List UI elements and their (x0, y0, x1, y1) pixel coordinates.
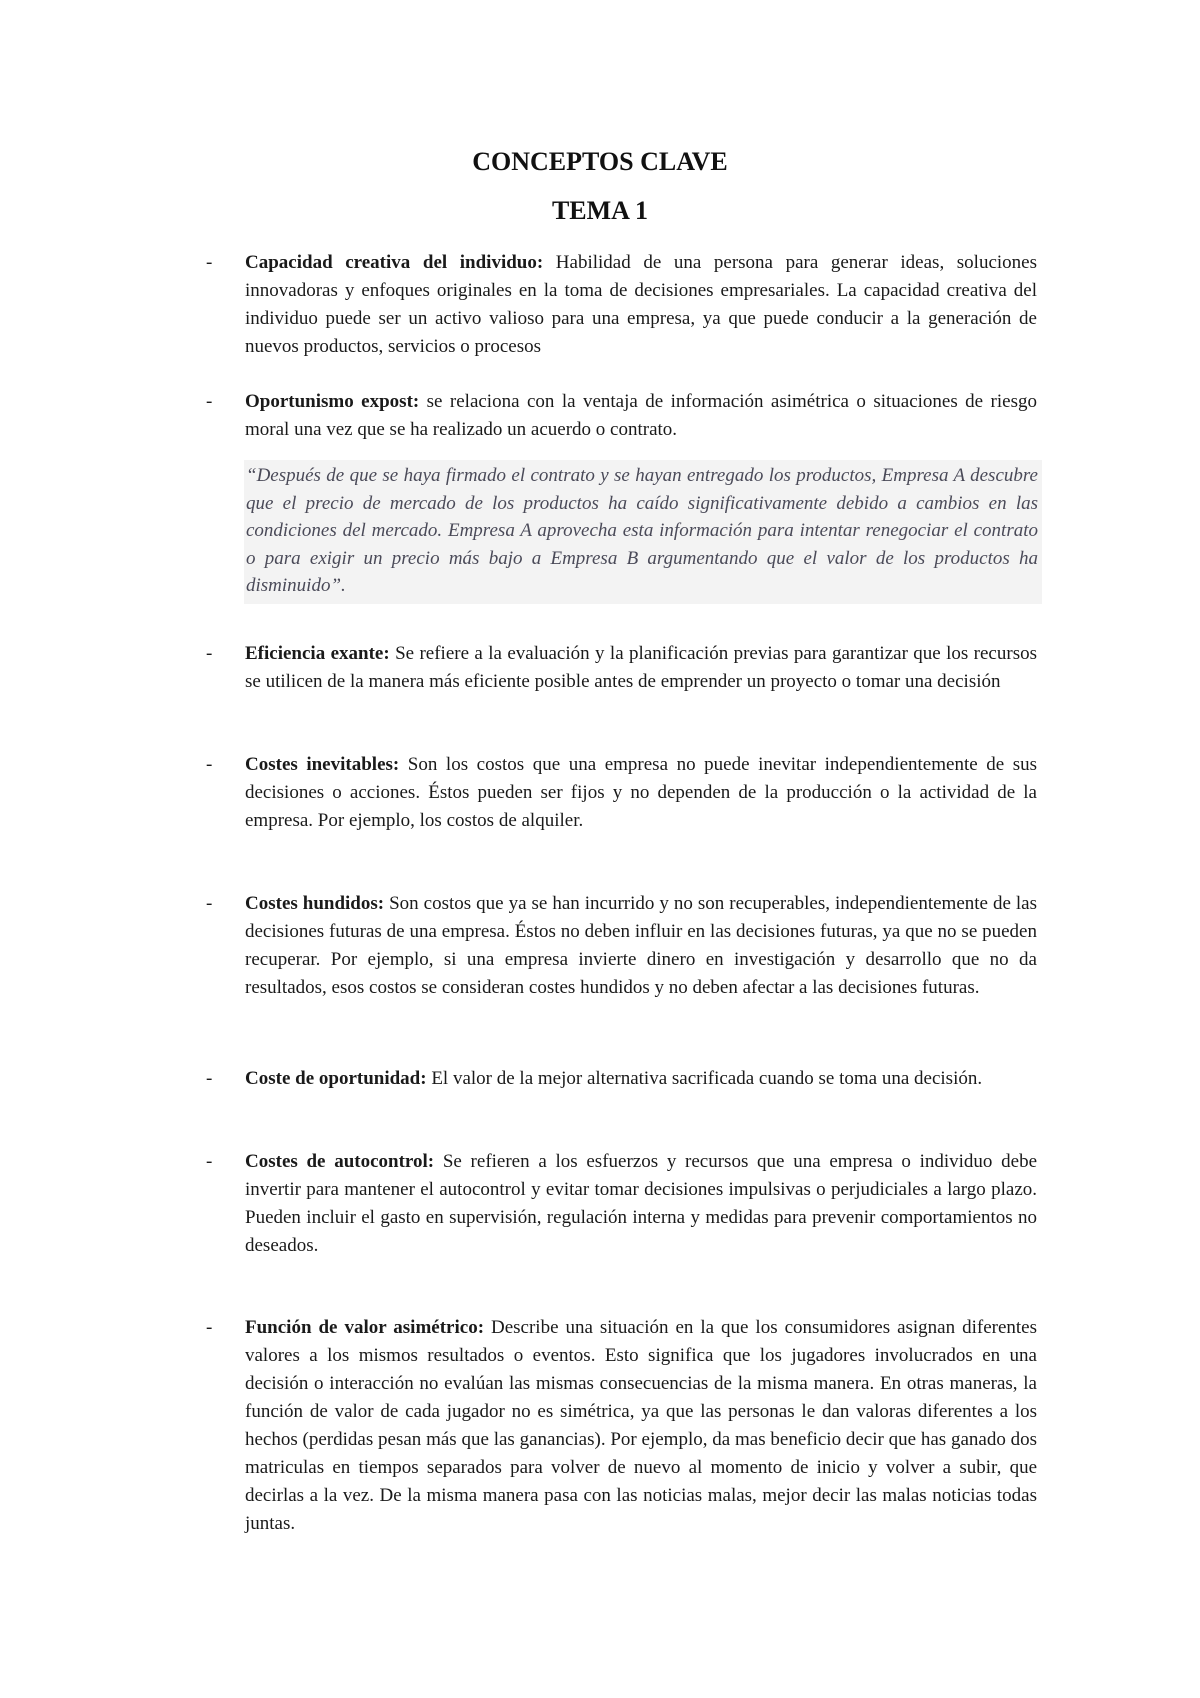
bullet-dash: - (206, 391, 213, 412)
term-definition: Son los costos que una empresa no puede inevitar independientemente de sus decisiones o acciones. Éstos pueden ser fijos y no dependen de la producción o la actividad de la empresa. Por ejemplo, los costos de alquiler. (245, 754, 1037, 831)
bullet-dash: - (206, 643, 213, 664)
term-label: Costes de autocontrol: (245, 1151, 435, 1172)
page-subtitle: TEMA 1 (551, 196, 649, 225)
list-item-text (245, 1065, 1037, 1093)
term-label: Coste de oportunidad: (245, 1068, 427, 1089)
term-definition: Habilidad de una persona para generar ideas, soluciones innovadoras y enfoques originales en la toma de decisiones empresariales. La capacidad creativa del individuo puede ser un activo valioso para una empresa, ya que puede conducir a la generación de nuevos productos, servicios o procesos (245, 252, 1038, 357)
term-label: Costes inevitables: (245, 754, 400, 775)
example-quote: “Después de que se haya firmado el contrato y se hayan entregado los productos, Empresa A descubre que el precio de mercado de los productos ha caído significativamente debido a cambios en las condiciones del mercado. Empresa A aprovecha esta información para intentar renegociar el contrato o para exigir un precio más bajo a Empresa B argumentando que el valor de los productos ha disminuido”. (244, 460, 1042, 604)
bullet-dash: - (206, 252, 213, 273)
term-label: Capacidad creativa del individuo: (245, 252, 544, 273)
list-item-text (245, 1314, 1037, 1538)
bullet-dash: - (206, 893, 213, 914)
term-label: Eficiencia exante: (245, 643, 390, 664)
term-definition: Son costos que ya se han incurrido y no son recuperables, independientemente de las decisiones futuras de una empresa. Éstos no deben influir en las decisiones futuras, ya que no se pueden recuperar. Por ejemplo, si una empresa invierte dinero en investigación y desarrollo que no da resultados, esos costos se consideran costes hundidos y no deben afectar a las decisiones futuras. (245, 893, 1037, 998)
list-item-text (245, 1148, 1037, 1260)
term-label: Oportunismo expost: (245, 391, 420, 412)
list-item-text (245, 890, 1037, 1002)
term-definition: Se refiere a la evaluación y la planificación previas para garantizar que los recursos se utilicen de la manera más eficiente posible antes de emprender un proyecto o tomar una decisión (245, 643, 1037, 692)
term-definition: Se refieren a los esfuerzos y recursos que una empresa o individuo debe invertir para mantener el autocontrol y evitar tomar decisiones impulsivas o perjudiciales a largo plazo. Pueden incluir el gasto en supervisión, regulación interna y medidas para prevenir comportamientos no deseados. (245, 1151, 1037, 1256)
page-title: CONCEPTOS CLAVE (472, 147, 728, 176)
list-item-text (245, 640, 1037, 696)
list-item-text (245, 751, 1037, 835)
list-item-text (245, 249, 1037, 361)
term-label: Costes hundidos: (245, 893, 385, 914)
term-label: Función de valor asimétrico: (245, 1317, 485, 1338)
bullet-dash: - (206, 1317, 213, 1338)
bullet-dash: - (206, 1068, 213, 1089)
bullet-dash: - (206, 1151, 213, 1172)
term-definition: se relaciona con la ventaja de información asimétrica o situaciones de riesgo moral una vez que se ha realizado un acuerdo o contrato. (245, 391, 1037, 440)
bullet-dash: - (206, 754, 213, 775)
term-definition: Describe una situación en la que los consumidores asignan diferentes valores a los mismos resultados o eventos. Esto significa que los jugadores involucrados en una decisión o interacción no evalúan las mismas consecuencias de la misma manera. En otras maneras, la función de valor de cada jugador no es simétrica, ya que las personas le dan valoras diferentes a los hechos (perdidas pesan más que las ganancias). Por ejemplo, da mas beneficio decir que has ganado dos matriculas en tiempos separados para volver de nuevo al momento de inicio y volver a subir, que decirlas a la vez. De la misma manera pasa con las noticias malas, mejor decir las malas noticias todas juntas. (245, 1317, 1037, 1534)
list-item-text (245, 388, 1037, 444)
term-definition: El valor de la mejor alternativa sacrificada cuando se toma una decisión. (426, 1068, 983, 1089)
